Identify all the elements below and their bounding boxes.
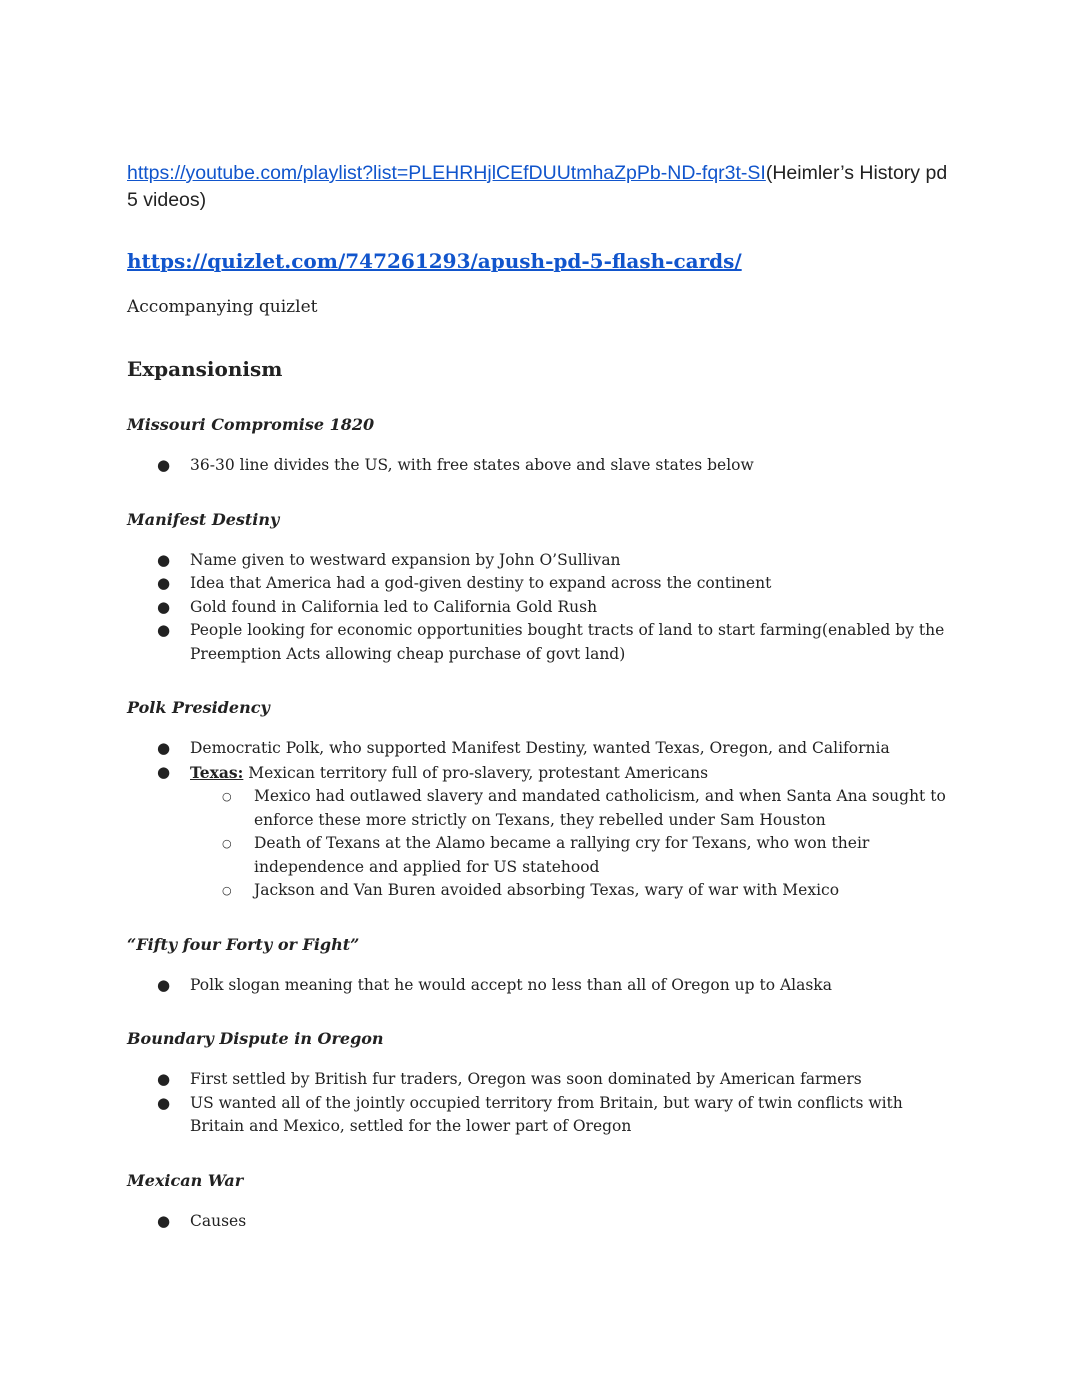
missouri-list bbox=[127, 454, 957, 478]
bullet-icon: ● bbox=[157, 975, 171, 994]
mexican-list bbox=[127, 1210, 957, 1234]
bullet-icon: ● bbox=[157, 1211, 171, 1230]
list-item: ● Causes bbox=[127, 1210, 957, 1234]
list-item: ● Texas: Mexican territory full of pro-slavery, protestant Americans ○ Mexico had outlawed slavery and mandated catholicism, and when Santa Ana sought to enforce these more strictly on Texans, they rebelled under Sam Houston ○ Death of Texans at the Alamo became a rallying cry for Texans, who won their independence and applied for US statehood ○ Jackson and Van Buren avoided absorbing Texas, wary of war with Mexico bbox=[127, 761, 957, 903]
bullet-icon: ● bbox=[157, 597, 171, 616]
topic-heading-missouri: Missouri Compromise 1820 bbox=[127, 415, 375, 434]
bullet-icon: ● bbox=[157, 762, 171, 781]
quizlet-link[interactable]: https://quizlet.com/747261293/apush-pd-5-flash-cards/ bbox=[127, 249, 742, 273]
circle-bullet-icon: ○ bbox=[222, 884, 232, 897]
list-item: ● 36-30 line divides the US, with free states above and slave states below bbox=[127, 454, 957, 478]
bullet-icon: ● bbox=[157, 621, 171, 639]
bullet-icon: ● bbox=[157, 456, 171, 474]
topic-heading-polk: Polk Presidency bbox=[127, 698, 270, 717]
circle-bullet-icon: ○ bbox=[222, 837, 232, 850]
list-item: ● Gold found in California led to California Gold Rush bbox=[127, 596, 957, 620]
document-page bbox=[127, 160, 957, 1233]
bullet-icon: ● bbox=[157, 739, 171, 757]
list-item: ● Polk slogan meaning that he would accept no less than all of Oregon up to Alaska bbox=[127, 974, 957, 998]
section-heading: Expansionism bbox=[127, 357, 283, 381]
bullet-icon: ● bbox=[157, 1093, 171, 1112]
texas-label: Texas: bbox=[190, 762, 244, 782]
bullet-icon: ● bbox=[157, 550, 171, 569]
fifty-list bbox=[127, 974, 957, 998]
list-item: ● Idea that America had a god-given destiny to expand across the continent bbox=[127, 572, 957, 596]
list-item: ● First settled by British fur traders, Oregon was soon dominated by American farmers bbox=[127, 1068, 957, 1092]
oregon-list bbox=[127, 1068, 957, 1139]
bullet-icon: ● bbox=[157, 1070, 171, 1088]
topic-heading-oregon: Boundary Dispute in Oregon bbox=[127, 1029, 384, 1048]
manifest-list bbox=[127, 549, 957, 667]
bullet-icon: ● bbox=[157, 574, 171, 592]
texas-sublist bbox=[190, 785, 957, 903]
list-item: ● People looking for economic opportunities bought tracts of land to start farming(enabled by the Preemption Acts allowing cheap purchase of govt land) bbox=[157, 621, 945, 663]
sub-list-item: ○ Jackson and Van Buren avoided absorbing Texas, wary of war with Mexico bbox=[190, 879, 957, 903]
topic-heading-mexican-war: Mexican War bbox=[127, 1170, 244, 1190]
polk-list bbox=[127, 737, 957, 903]
list-item: ● Democratic Polk, who supported Manifest Destiny, wanted Texas, Oregon, and California bbox=[127, 737, 957, 761]
sub-list-item: ○ Mexico had outlawed slavery and mandated catholicism, and when Santa Ana sought to enforce these more strictly on Texans, they rebelled under Sam Houston bbox=[222, 787, 946, 829]
youtube-caption: (Heimler’s History pd 5 videos) bbox=[127, 162, 948, 211]
youtube-line bbox=[127, 160, 957, 214]
quizlet-caption: Accompanying quizlet bbox=[127, 297, 318, 317]
list-item: ● US wanted all of the jointly occupied territory from Britain, but wary of twin conflicts with Britain and Mexico, settled for the lower part of Oregon bbox=[157, 1093, 903, 1135]
topic-heading-fifty-four-forty: “Fifty four Forty or Fight” bbox=[127, 934, 360, 954]
list-item: ● Name given to westward expansion by John O’Sullivan bbox=[127, 549, 957, 573]
circle-bullet-icon: ○ bbox=[222, 790, 232, 803]
sub-list-item: ○ Death of Texans at the Alamo became a rallying cry for Texans, who won their independence and applied for US statehood bbox=[222, 834, 870, 876]
youtube-link[interactable]: https://youtube.com/playlist?list=PLEHRHjlCEfDUUtmhaZpPb-ND-fqr3t-SI bbox=[127, 162, 766, 184]
topic-heading-manifest: Manifest Destiny bbox=[127, 509, 280, 529]
